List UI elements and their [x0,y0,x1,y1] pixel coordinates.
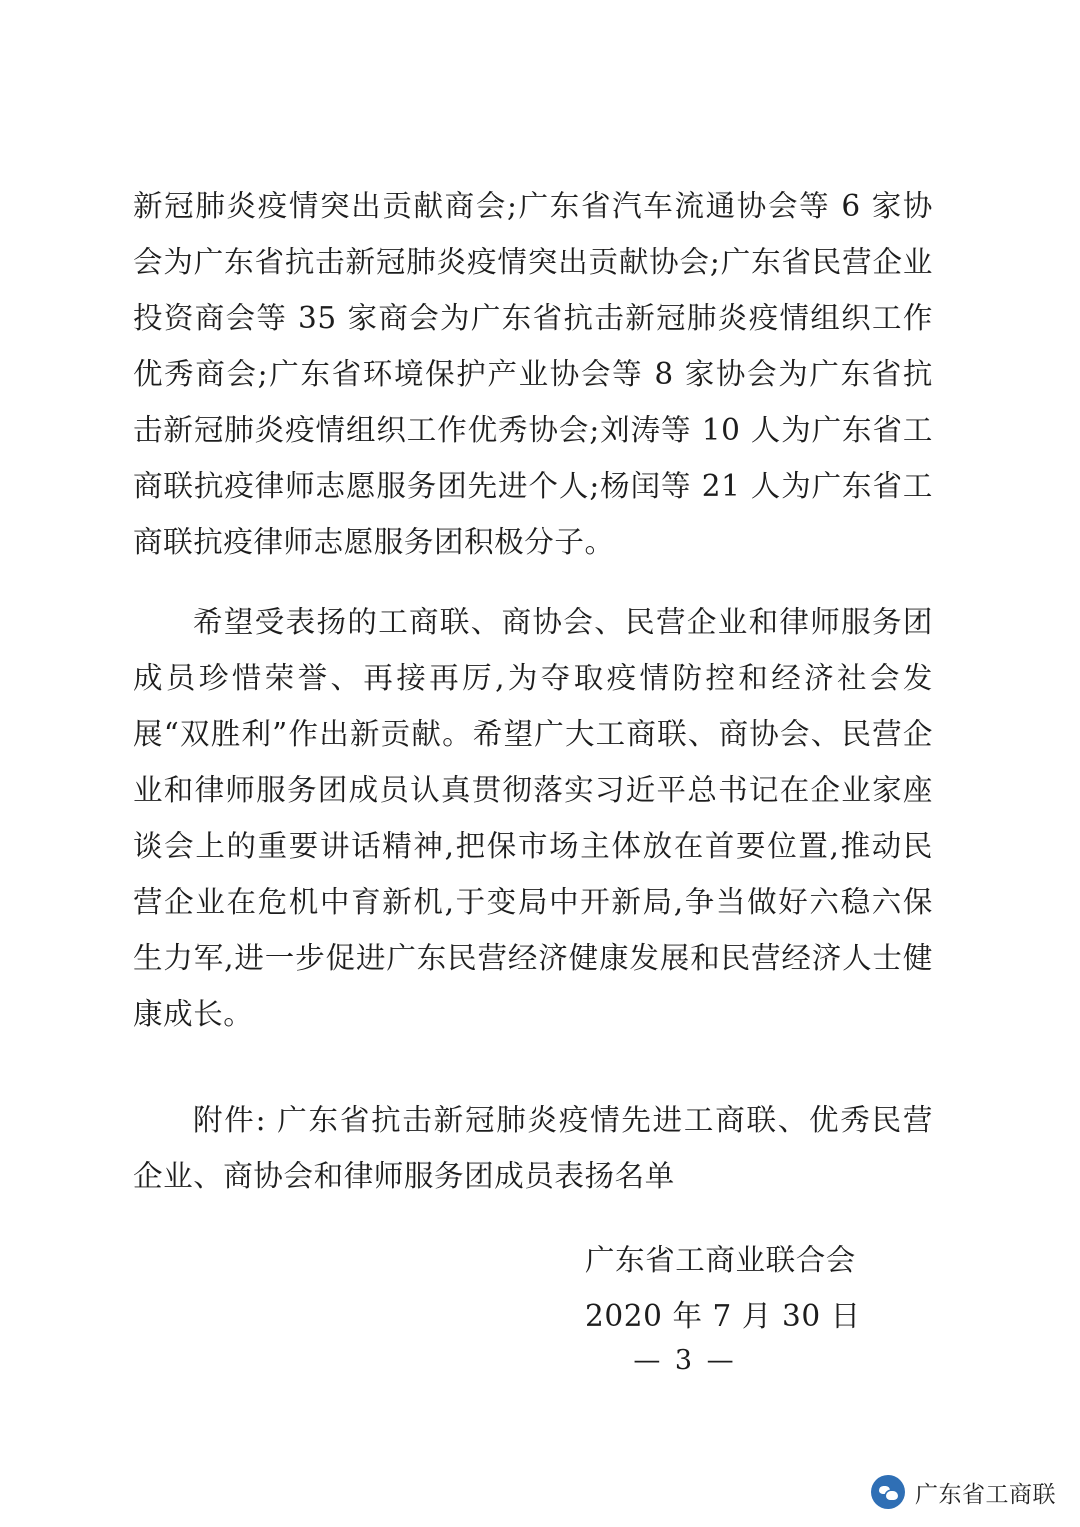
attachment-line: 附件: 广东省抗击新冠肺炎疫情先进工商联、优秀民营企业、商协会和律师服务团成员表扬名单 [133,1103,933,1193]
watermark-label: 广东省工商联 [915,1481,1056,1508]
paragraph-encouragement: 希望受表扬的工商联、商协会、民营企业和律师服务团成员珍惜荣誉、再接再厉,为夺取疫情防控和经济社会发展“双胜利”作出新贡献。希望广大工商联、商协会、民营企业和律师服务团成员认真贯彻落实习近平总书记在企业家座谈会上的重要讲话精神,把保市场主体放在首要位置,推动民营企业在危机中育新机,于变局中开新局,争当做好六稳六保生力军,进一步促进广东民营经济健康发展和民营经济人士健康成长。 [133,605,933,1031]
signature-organization: 广东省工商业联合会 [585,1243,856,1277]
watermark [871,1475,1056,1509]
paragraph-continuation: 新冠肺炎疫情突出贡献商会;广东省汽车流通协会等 6 家协会为广东省抗击新冠肺炎疫情突出贡献协会;广东省民营企业投资商会等 35 家商会为广东省抗击新冠肺炎疫情组织工作优秀商会;广东省环境保护产业协会等 8 家协会为广东省抗击新冠肺炎疫情组织工作优秀协会;刘涛等 10 人为广东省工商联抗疫律师志愿服务团先进个人;杨闰等 21 人为广东省工商联抗疫律师志愿服务团积极分子。 [133,189,933,559]
wechat-official-account-logo-icon [871,1475,905,1509]
document-body [133,178,933,1234]
page-number: — 3 — [633,1345,737,1376]
signature-date: 2020 年 7 月 30 日 [585,1299,861,1333]
signature-block [585,1232,945,1344]
